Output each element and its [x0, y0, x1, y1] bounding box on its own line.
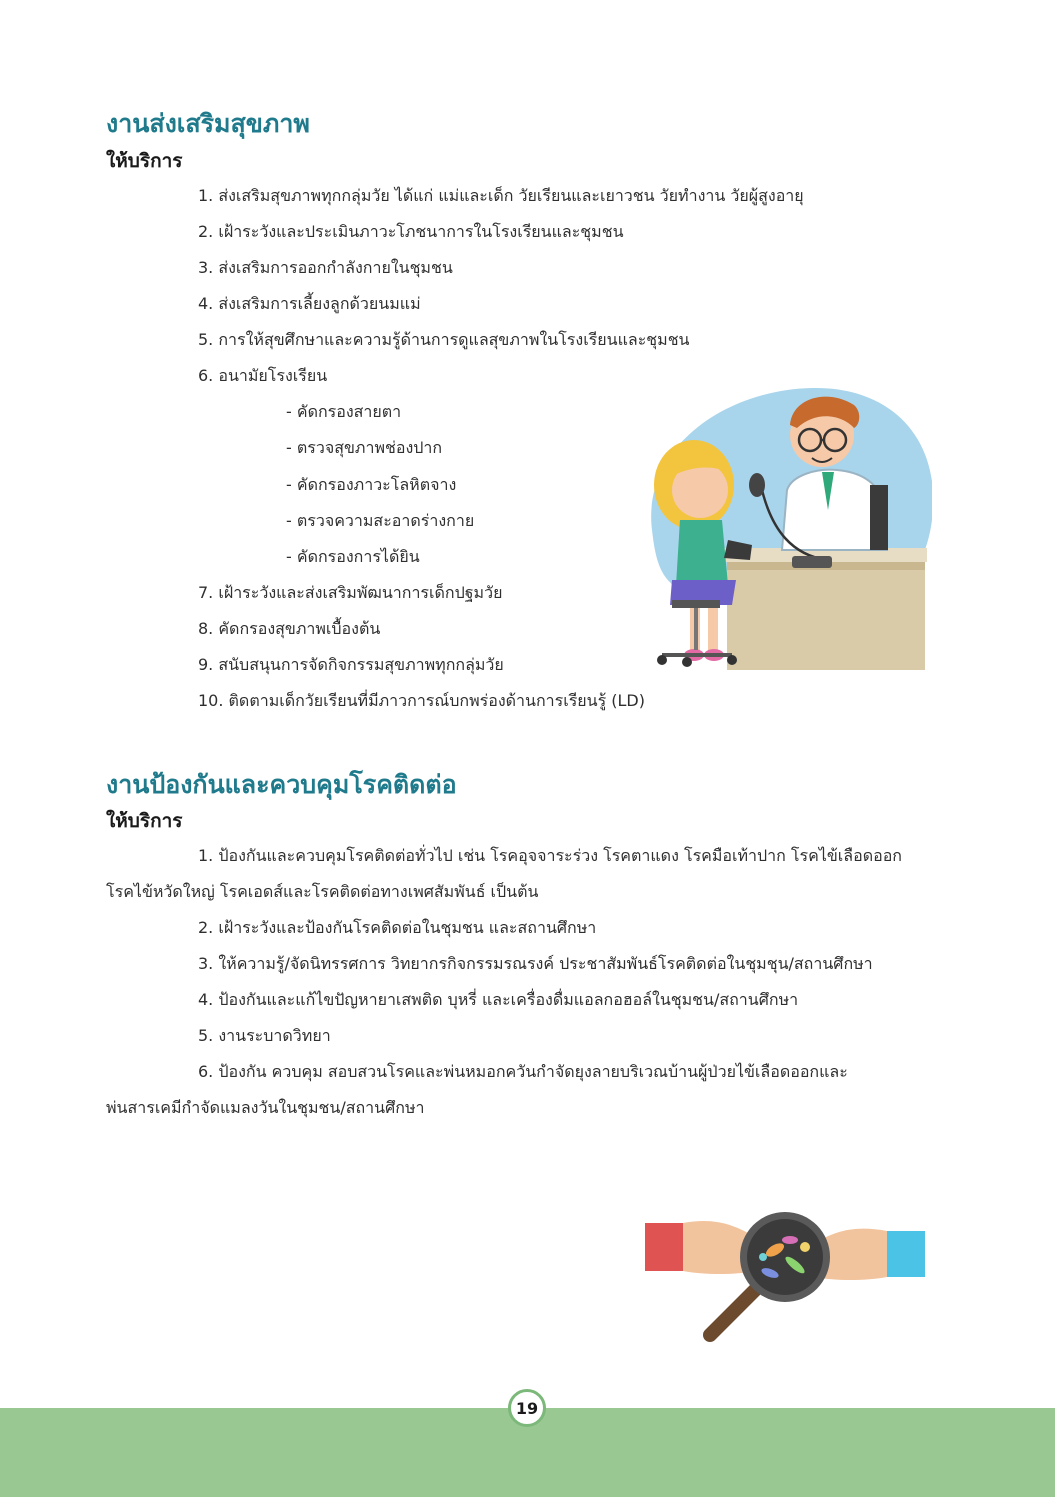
list-item: 6. ป้องกัน ควบคุม สอบสวนโรคและพ่นหมอกควันกำจัดยุงลายบริเวณบ้านผู้ป่วยไข้เลือดออกและ	[198, 1062, 848, 1081]
list-item: 7. เฝ้าระวังและส่งเสริมพัฒนาการเด็กปฐมวัย	[198, 583, 503, 602]
list-item: 1. ส่งเสริมสุขภาพทุกกลุ่มวัย ได้แก่ แม่และเด็ก วัยเรียนและเยาวชน วัยทำงาน วัยผู้สูงอายุ	[198, 186, 804, 205]
section-subtitle-services: ให้บริการ	[106, 150, 183, 172]
list-item: 8. คัดกรองสุขภาพเบื้องต้น	[198, 619, 381, 638]
list-item: 10. ติดตามเด็กวัยเรียนที่มีภาวการณ์บกพร่องด้านการเรียนรู้ (LD)	[198, 691, 645, 710]
sub-list-item: - คัดกรองการได้ยิน	[286, 547, 420, 566]
sub-list-item: - คัดกรองภาวะโลหิตจาง	[286, 475, 457, 494]
list-item-continued: พ่นสารเคมีกำจัดแมลงวันในชุมชน/สถานศึกษา	[106, 1098, 425, 1117]
sub-list-item: - ตรวจความสะอาดร่างกาย	[286, 511, 475, 530]
list-item: 5. งานระบาดวิทยา	[198, 1026, 331, 1045]
list-item: 4. ป้องกันและแก้ไขปัญหายาเสพติด บุหรี่ และเครื่องดื่มแอลกอฮอล์ในชุมชน/สถานศึกษา	[198, 990, 799, 1009]
list-item: 1. ป้องกันและควบคุมโรคติดต่อทั่วไป เช่น โรคอุจจาระร่วง โรคตาแดง โรคมือเท้าปาก โรคไข้เลือดออก	[198, 846, 902, 865]
list-item: 4. ส่งเสริมการเลี้ยงลูกด้วยนมแม่	[198, 294, 421, 313]
list-item: 3. ให้ความรู้/จัดนิทรรศการ วิทยากรกิจกรรมรณรงค์ ประชาสัมพันธ์โรคติดต่อในชุมชุน/สถานศึกษา	[198, 954, 873, 973]
list-item: 9. สนับสนุนการจัดกิจกรรมสุขภาพทุกกลุ่มวัย	[198, 655, 504, 674]
list-item-continued: โรคไข้หวัดใหญ่ โรคเอดส์และโรคติดต่อทางเพศสัมพันธ์ เป็นต้น	[106, 882, 539, 901]
list-item: 3. ส่งเสริมการออกกำลังกายในชุมชน	[198, 258, 453, 277]
doctor-child-illustration	[632, 380, 932, 672]
sub-list-item: - ตรวจสุขภาพช่องปาก	[286, 438, 443, 457]
list-item: 2. เฝ้าระวังและป้องกันโรคติดต่อในชุมชน และสถานศึกษา	[198, 918, 597, 937]
list-item: 6. อนามัยโรงเรียน	[198, 366, 328, 385]
section-title-health-promotion: งานส่งเสริมสุขภาพ	[106, 109, 310, 138]
section-subtitle-services: ให้บริการ	[106, 810, 183, 832]
section-title-disease-control: งานป้องกันและควบคุมโรคติดต่อ	[106, 770, 457, 799]
page-number: 19	[508, 1389, 546, 1427]
list-item: 5. การให้สุขศึกษาและความรู้ด้านการดูแลสุขภาพในโรงเรียนและชุมชน	[198, 330, 690, 349]
list-item: 2. เฝ้าระวังและประเมินภาวะโภชนาการในโรงเรียนและชุมชน	[198, 222, 624, 241]
sub-list-item: - คัดกรองสายตา	[286, 402, 402, 421]
magnifier-germs-illustration	[645, 1195, 925, 1343]
